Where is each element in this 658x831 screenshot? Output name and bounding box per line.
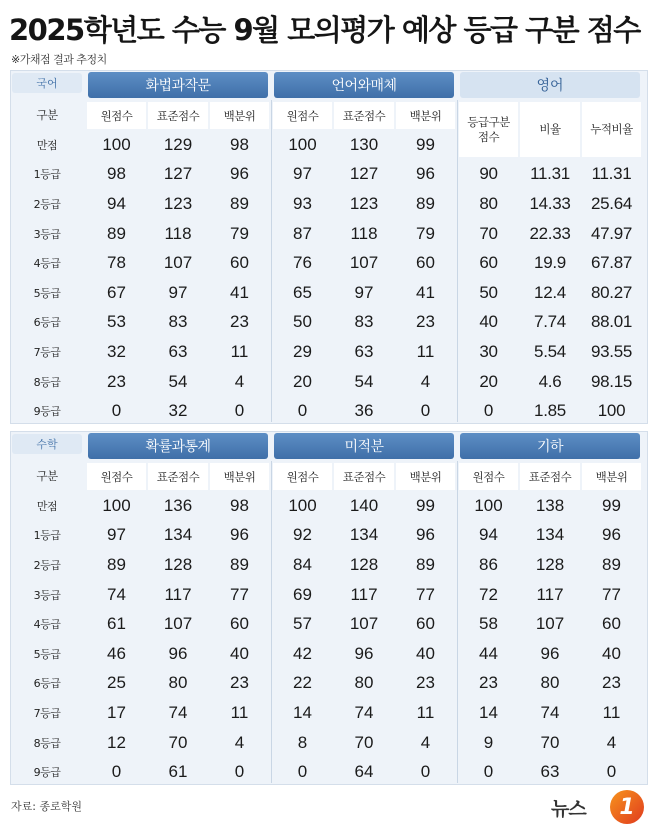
english-score-cell: 7.74 xyxy=(534,312,566,332)
math-score-cell: 11 xyxy=(230,702,249,722)
math-score-cell: 96 xyxy=(230,525,249,545)
korean-row-label: 3등급 xyxy=(33,227,61,241)
english-score-cell: 40 xyxy=(479,312,498,332)
math-column-header: 원점수 xyxy=(273,463,332,490)
math-score-cell: 96 xyxy=(354,643,374,663)
math-score-cell: 89 xyxy=(230,554,249,574)
korean-row-label: 6등급 xyxy=(33,316,61,330)
english-group-header: 영어 xyxy=(460,72,640,98)
math-score-cell: 107 xyxy=(535,614,565,634)
english-score-cell: 50 xyxy=(479,282,498,302)
math-score-cell: 80 xyxy=(540,673,560,693)
korean-score-cell: 123 xyxy=(163,193,193,213)
math-score-cell: 8 xyxy=(297,732,308,752)
korean-row-label: 2등급 xyxy=(33,197,61,211)
math-score-cell: 77 xyxy=(416,584,435,604)
korean-score-cell: 41 xyxy=(416,282,435,302)
korean-column-header: 원점수 xyxy=(87,102,146,129)
math-score-cell: 92 xyxy=(293,525,312,545)
math-score-cell: 14 xyxy=(293,702,312,722)
math-score-cell: 60 xyxy=(416,614,435,634)
math-score-cell: 0 xyxy=(111,762,122,782)
korean-score-cell: 100 xyxy=(102,134,131,154)
english-score-cell: 100 xyxy=(597,401,626,421)
korean-column-header: 표준점수 xyxy=(148,102,208,129)
math-score-cell: 0 xyxy=(606,762,617,782)
math-row-label: 5등급 xyxy=(33,647,61,661)
math-score-cell: 0 xyxy=(483,762,494,782)
korean-score-cell: 127 xyxy=(163,164,193,184)
english-column-header: 누적비율 xyxy=(582,102,641,157)
math-score-cell: 25 xyxy=(107,673,126,693)
english-score-cell: 25.64 xyxy=(590,193,633,213)
korean-score-cell: 32 xyxy=(168,401,188,421)
math-score-cell: 64 xyxy=(354,762,374,782)
math-score-cell: 134 xyxy=(349,525,379,545)
korean-score-cell: 99 xyxy=(416,134,435,154)
math-score-cell: 100 xyxy=(288,495,317,515)
english-score-cell: 0 xyxy=(483,401,494,421)
english-score-cell: 12.4 xyxy=(534,282,566,302)
math-column-header: 원점수 xyxy=(87,463,146,490)
korean-score-cell: 54 xyxy=(168,371,188,391)
math-score-cell: 4 xyxy=(234,732,245,752)
korean-score-cell: 100 xyxy=(288,134,317,154)
math-score-cell: 77 xyxy=(230,584,249,604)
math-score-cell: 4 xyxy=(606,732,617,752)
math-score-cell: 89 xyxy=(107,554,126,574)
math-score-cell: 96 xyxy=(602,525,621,545)
math-score-cell: 12 xyxy=(107,732,126,752)
korean-row-label: 만점 xyxy=(36,138,58,152)
math-score-cell: 117 xyxy=(350,584,378,604)
korean-score-cell: 97 xyxy=(168,282,188,302)
math-score-cell: 0 xyxy=(297,762,308,782)
math-score-cell: 89 xyxy=(602,554,621,574)
korean-score-cell: 79 xyxy=(416,223,435,243)
korean-column-header: 백분위 xyxy=(210,102,269,129)
korean-score-cell: 23 xyxy=(230,312,249,332)
math-score-cell: 128 xyxy=(535,554,565,574)
korean-row-label: 9등급 xyxy=(33,405,61,419)
english-score-cell: 11.31 xyxy=(530,164,570,184)
math-subject-tag: 수학 xyxy=(12,434,82,454)
estimate-note: ※가채점 결과 추정치 xyxy=(11,53,107,66)
math-row-label: 8등급 xyxy=(33,736,61,750)
korean-score-cell: 76 xyxy=(293,253,312,273)
english-score-cell: 30 xyxy=(479,341,498,361)
korean-score-cell: 0 xyxy=(234,401,245,421)
korean-score-cell: 123 xyxy=(349,193,379,213)
math-column-header: 백분위 xyxy=(396,463,455,490)
english-score-cell: 67.87 xyxy=(590,253,633,273)
korean-score-cell: 54 xyxy=(354,371,374,391)
math-score-cell: 17 xyxy=(107,702,126,722)
math-score-cell: 117 xyxy=(536,584,564,604)
math-score-cell: 80 xyxy=(168,673,188,693)
math-score-cell: 74 xyxy=(168,702,188,722)
math-score-cell: 40 xyxy=(602,643,621,663)
english-score-cell: 80.27 xyxy=(590,282,633,302)
english-score-cell: 70 xyxy=(479,223,498,243)
math-score-cell: 0 xyxy=(420,762,431,782)
korean-score-cell: 53 xyxy=(107,312,126,332)
math-row-label: 4등급 xyxy=(33,618,61,632)
korean-score-cell: 89 xyxy=(230,193,249,213)
english-score-cell: 5.54 xyxy=(534,341,566,361)
group-divider xyxy=(457,100,458,422)
english-score-cell: 4.6 xyxy=(538,371,562,391)
math-score-cell: 4 xyxy=(420,732,431,752)
korean-score-cell: 107 xyxy=(163,253,193,273)
korean-score-cell: 118 xyxy=(164,223,192,243)
korean-score-cell: 98 xyxy=(230,134,249,154)
korean-score-cell: 129 xyxy=(163,134,193,154)
math-column-header: 백분위 xyxy=(582,463,641,490)
math-score-cell: 70 xyxy=(354,732,374,752)
math-score-cell: 40 xyxy=(416,643,435,663)
english-score-cell: 11.31 xyxy=(591,164,632,184)
math-row-label: 1등급 xyxy=(33,529,61,543)
logo-mark: 1 xyxy=(610,790,644,824)
korean-score-cell: 4 xyxy=(234,371,245,391)
math-score-cell: 61 xyxy=(107,614,126,634)
math-score-cell: 117 xyxy=(164,584,192,604)
english-score-cell: 22.33 xyxy=(529,223,571,243)
korean-row-label: 1등급 xyxy=(33,168,61,182)
korean-row-label: 7등급 xyxy=(33,345,61,359)
math-score-cell: 60 xyxy=(602,614,621,634)
math-score-cell: 100 xyxy=(474,495,503,515)
english-column-header: 비율 xyxy=(520,102,580,157)
korean-score-cell: 65 xyxy=(293,282,312,302)
source-credit: 자료: 종로학원 xyxy=(11,800,82,813)
korean-score-cell: 97 xyxy=(293,164,312,184)
math-score-cell: 74 xyxy=(107,584,126,604)
korean-score-cell: 83 xyxy=(354,312,374,332)
math-score-cell: 96 xyxy=(540,643,560,663)
korean-label-header: 구분 xyxy=(36,108,58,122)
math-score-cell: 96 xyxy=(168,643,188,663)
group-divider xyxy=(457,461,458,783)
korean-score-cell: 60 xyxy=(230,253,249,273)
math-score-cell: 63 xyxy=(540,762,560,782)
math-score-cell: 40 xyxy=(230,643,249,663)
math-column-header: 백분위 xyxy=(210,463,269,490)
math-score-cell: 138 xyxy=(535,495,565,515)
korean-score-cell: 67 xyxy=(107,282,126,302)
math-score-cell: 74 xyxy=(354,702,374,722)
korean-group-header: 화법과작문 xyxy=(88,72,268,98)
korean-score-cell: 93 xyxy=(293,193,312,213)
math-row-label: 9등급 xyxy=(33,766,61,780)
english-score-cell: 80 xyxy=(479,193,498,213)
math-score-cell: 136 xyxy=(163,495,193,515)
korean-row-label: 5등급 xyxy=(33,286,61,300)
math-score-cell: 11 xyxy=(416,702,435,722)
english-score-cell: 93.55 xyxy=(590,341,633,361)
math-row-label: 7등급 xyxy=(33,706,61,720)
english-score-cell: 19.9 xyxy=(534,253,566,273)
korean-score-cell: 118 xyxy=(350,223,378,243)
math-score-cell: 61 xyxy=(168,762,188,782)
math-score-cell: 70 xyxy=(168,732,188,752)
korean-score-cell: 0 xyxy=(111,401,122,421)
korean-score-cell: 0 xyxy=(297,401,308,421)
english-score-cell: 60 xyxy=(479,253,498,273)
korean-column-header: 백분위 xyxy=(396,102,455,129)
korean-score-cell: 63 xyxy=(168,341,188,361)
math-score-cell: 74 xyxy=(540,702,560,722)
korean-score-cell: 79 xyxy=(230,223,249,243)
korean-score-cell: 41 xyxy=(230,282,249,302)
math-label-header: 구분 xyxy=(36,469,58,483)
korean-score-cell: 127 xyxy=(349,164,379,184)
math-column-header: 표준점수 xyxy=(520,463,580,490)
math-row-label: 만점 xyxy=(36,499,58,513)
korean-score-cell: 97 xyxy=(354,282,374,302)
korean-column-header: 원점수 xyxy=(273,102,332,129)
math-score-cell: 99 xyxy=(602,495,621,515)
english-score-cell: 98.15 xyxy=(590,371,633,391)
korean-row-label: 8등급 xyxy=(33,375,61,389)
math-row-label: 2등급 xyxy=(33,558,61,572)
math-score-cell: 97 xyxy=(107,525,126,545)
english-score-cell: 90 xyxy=(479,164,498,184)
math-group-header: 미적분 xyxy=(274,433,454,459)
math-score-cell: 99 xyxy=(416,495,435,515)
math-score-cell: 23 xyxy=(602,673,621,693)
korean-group-header: 언어와매체 xyxy=(274,72,454,98)
math-column-header: 표준점수 xyxy=(148,463,208,490)
math-score-cell: 107 xyxy=(163,614,193,634)
korean-score-cell: 96 xyxy=(230,164,249,184)
korean-score-cell: 87 xyxy=(293,223,312,243)
math-score-cell: 23 xyxy=(230,673,249,693)
korean-row-label: 4등급 xyxy=(33,257,61,271)
english-score-cell: 47.97 xyxy=(590,223,633,243)
math-score-cell: 80 xyxy=(354,673,374,693)
math-score-cell: 0 xyxy=(234,762,245,782)
math-score-cell: 100 xyxy=(102,495,131,515)
korean-score-cell: 32 xyxy=(107,341,126,361)
korean-score-cell: 98 xyxy=(107,164,126,184)
math-score-cell: 69 xyxy=(293,584,312,604)
math-score-cell: 86 xyxy=(479,554,498,574)
math-score-cell: 96 xyxy=(416,525,435,545)
korean-score-cell: 89 xyxy=(107,223,126,243)
math-group-header: 기하 xyxy=(460,433,640,459)
math-score-cell: 44 xyxy=(479,643,498,663)
korean-score-cell: 23 xyxy=(416,312,435,332)
english-score-cell: 88.01 xyxy=(590,312,633,332)
math-score-cell: 72 xyxy=(479,584,498,604)
group-divider xyxy=(271,100,272,422)
korean-score-cell: 63 xyxy=(354,341,374,361)
math-score-cell: 128 xyxy=(349,554,379,574)
math-score-cell: 94 xyxy=(479,525,498,545)
math-score-cell: 134 xyxy=(163,525,193,545)
group-divider xyxy=(271,461,272,783)
math-score-cell: 58 xyxy=(479,614,498,634)
news1-logo xyxy=(551,790,651,822)
english-score-cell: 14.33 xyxy=(529,193,571,213)
math-score-cell: 23 xyxy=(416,673,435,693)
korean-score-cell: 89 xyxy=(416,193,435,213)
korean-score-cell: 107 xyxy=(349,253,379,273)
korean-score-cell: 83 xyxy=(168,312,188,332)
math-row-label: 6등급 xyxy=(33,677,61,691)
english-score-cell: 1.85 xyxy=(534,401,566,421)
math-score-cell: 46 xyxy=(107,643,126,663)
korean-score-cell: 0 xyxy=(420,401,431,421)
korean-score-cell: 60 xyxy=(416,253,435,273)
math-score-cell: 140 xyxy=(349,495,379,515)
korean-subject-tag: 국어 xyxy=(12,73,82,93)
math-score-cell: 22 xyxy=(293,673,312,693)
korean-score-cell: 11 xyxy=(416,341,435,361)
logo-text: 뉴스 xyxy=(551,798,586,820)
math-score-cell: 128 xyxy=(163,554,193,574)
math-score-cell: 134 xyxy=(535,525,565,545)
korean-score-cell: 29 xyxy=(293,341,312,361)
korean-score-cell: 11 xyxy=(230,341,249,361)
korean-score-cell: 96 xyxy=(416,164,435,184)
korean-column-header: 표준점수 xyxy=(334,102,394,129)
math-column-header: 표준점수 xyxy=(334,463,394,490)
math-score-cell: 89 xyxy=(416,554,435,574)
math-score-cell: 77 xyxy=(602,584,621,604)
korean-score-cell: 78 xyxy=(107,253,126,273)
math-score-cell: 98 xyxy=(230,495,249,515)
korean-score-cell: 50 xyxy=(293,312,312,332)
math-score-cell: 9 xyxy=(483,732,494,752)
math-score-cell: 11 xyxy=(602,702,621,722)
math-score-cell: 84 xyxy=(293,554,312,574)
korean-score-cell: 36 xyxy=(354,401,374,421)
english-score-cell: 20 xyxy=(479,371,498,391)
korean-score-cell: 94 xyxy=(107,193,126,213)
korean-score-cell: 20 xyxy=(293,371,312,391)
math-score-cell: 60 xyxy=(230,614,249,634)
korean-score-cell: 23 xyxy=(107,371,126,391)
math-score-cell: 107 xyxy=(349,614,379,634)
math-score-cell: 14 xyxy=(479,702,498,722)
page-title: 2025학년도 수능 9월 모의평가 예상 등급 구분 점수 xyxy=(9,13,640,47)
math-score-cell: 57 xyxy=(293,614,312,634)
korean-score-cell: 4 xyxy=(420,371,431,391)
math-group-header: 확률과통계 xyxy=(88,433,268,459)
math-score-cell: 23 xyxy=(479,673,498,693)
math-row-label: 3등급 xyxy=(33,588,61,602)
math-score-cell: 70 xyxy=(540,732,560,752)
math-column-header: 원점수 xyxy=(459,463,518,490)
english-column-header: 등급구분 점수 xyxy=(459,102,518,157)
korean-score-cell: 130 xyxy=(349,134,379,154)
math-score-cell: 42 xyxy=(293,643,312,663)
